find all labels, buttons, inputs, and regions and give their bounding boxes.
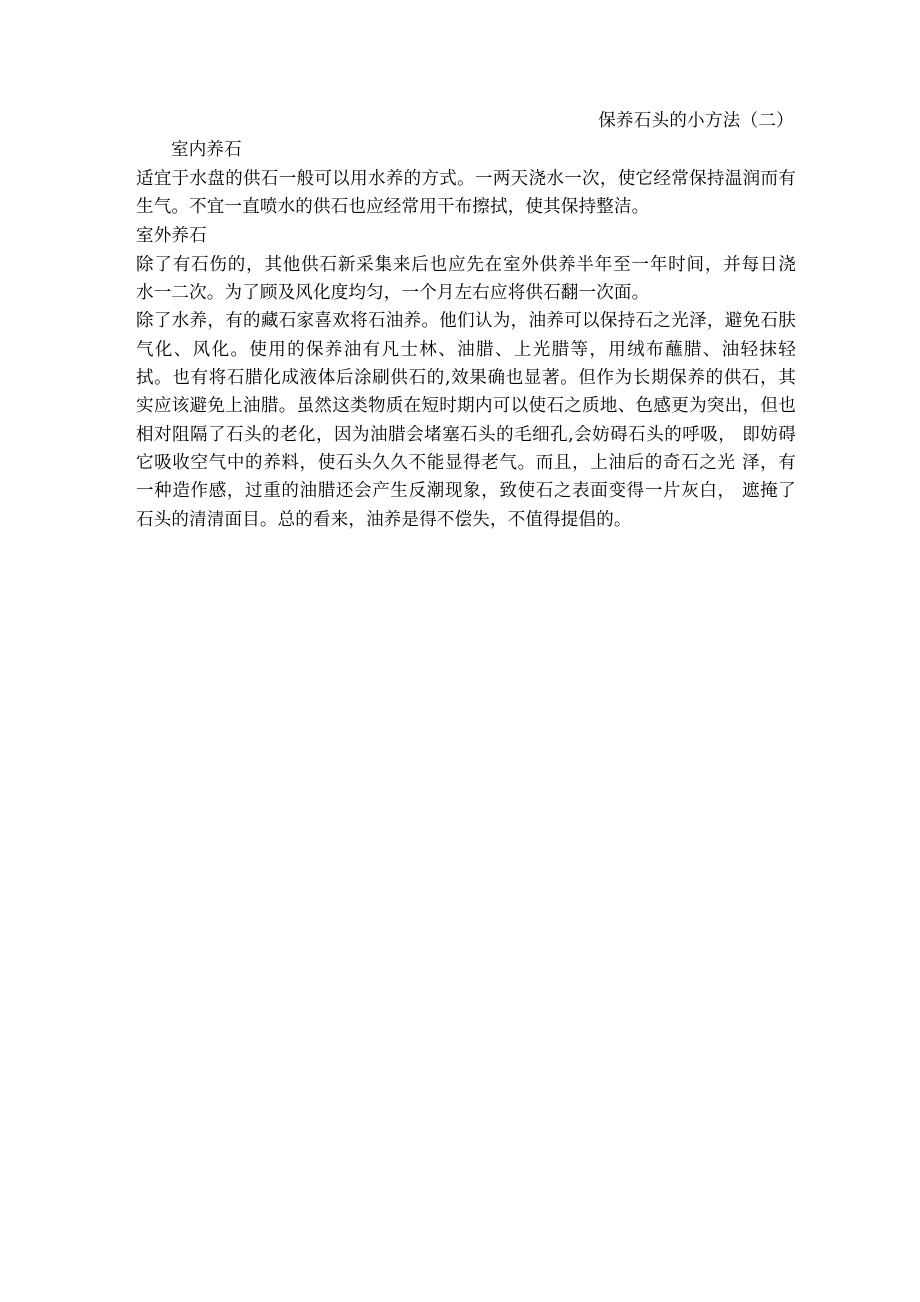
final-paragraph: 除了水养，有的藏石家喜欢将石油养。他们认为，油养可以保持石之光泽，避免石肤 气化、风化。使用的保养油有凡士林、油腊、上光腊等，用绒布蘸腊、油轻抹轻 拭。也有将石腊化成液体后涂刷供石的,效果确也显著。但作为长期保养的供石，其实应该避免上油腊。虽然这类物质在短时期内可以使石之质地、色感更为突出，但也相对阻隔了石头的老化，因为油腊会堵塞石头的毛细孔,会妨碍石头的呼吸， 即妨碍它吸收空气中的养料，使石头久久不能显得老气。而且，上油后的奇石之光 泽，有一种造作感，过重的油腊还会产生反潮现象，致使石之表面变得一片灰白， 遮掩了石头的清清面目。总的看来，油养是得不偿失，不值得提倡的。 bbox=[136, 311, 796, 530]
section-body-outdoor: 除了有石伤的，其他供石新采集来后也应先在室外供养半年至一年时间，并每日浇 水一二次。为了顾及风化度均匀，一个月左右应将供石翻一次面。 bbox=[136, 254, 796, 303]
section-heading-indoor: 室内养石 bbox=[171, 140, 242, 161]
document-content bbox=[136, 108, 796, 534]
section-body-indoor: 适宜于水盘的供石一般可以用水养的方式。一两天浇水一次，使它经常保持温润而有生气。不宜一直喷水的供石也应经常用干布擦拭，使其保持整洁。 bbox=[136, 168, 796, 217]
section-heading-outdoor: 室外养石 bbox=[136, 226, 207, 247]
document-header-title: 保养石头的小方法（二） bbox=[598, 111, 794, 131]
